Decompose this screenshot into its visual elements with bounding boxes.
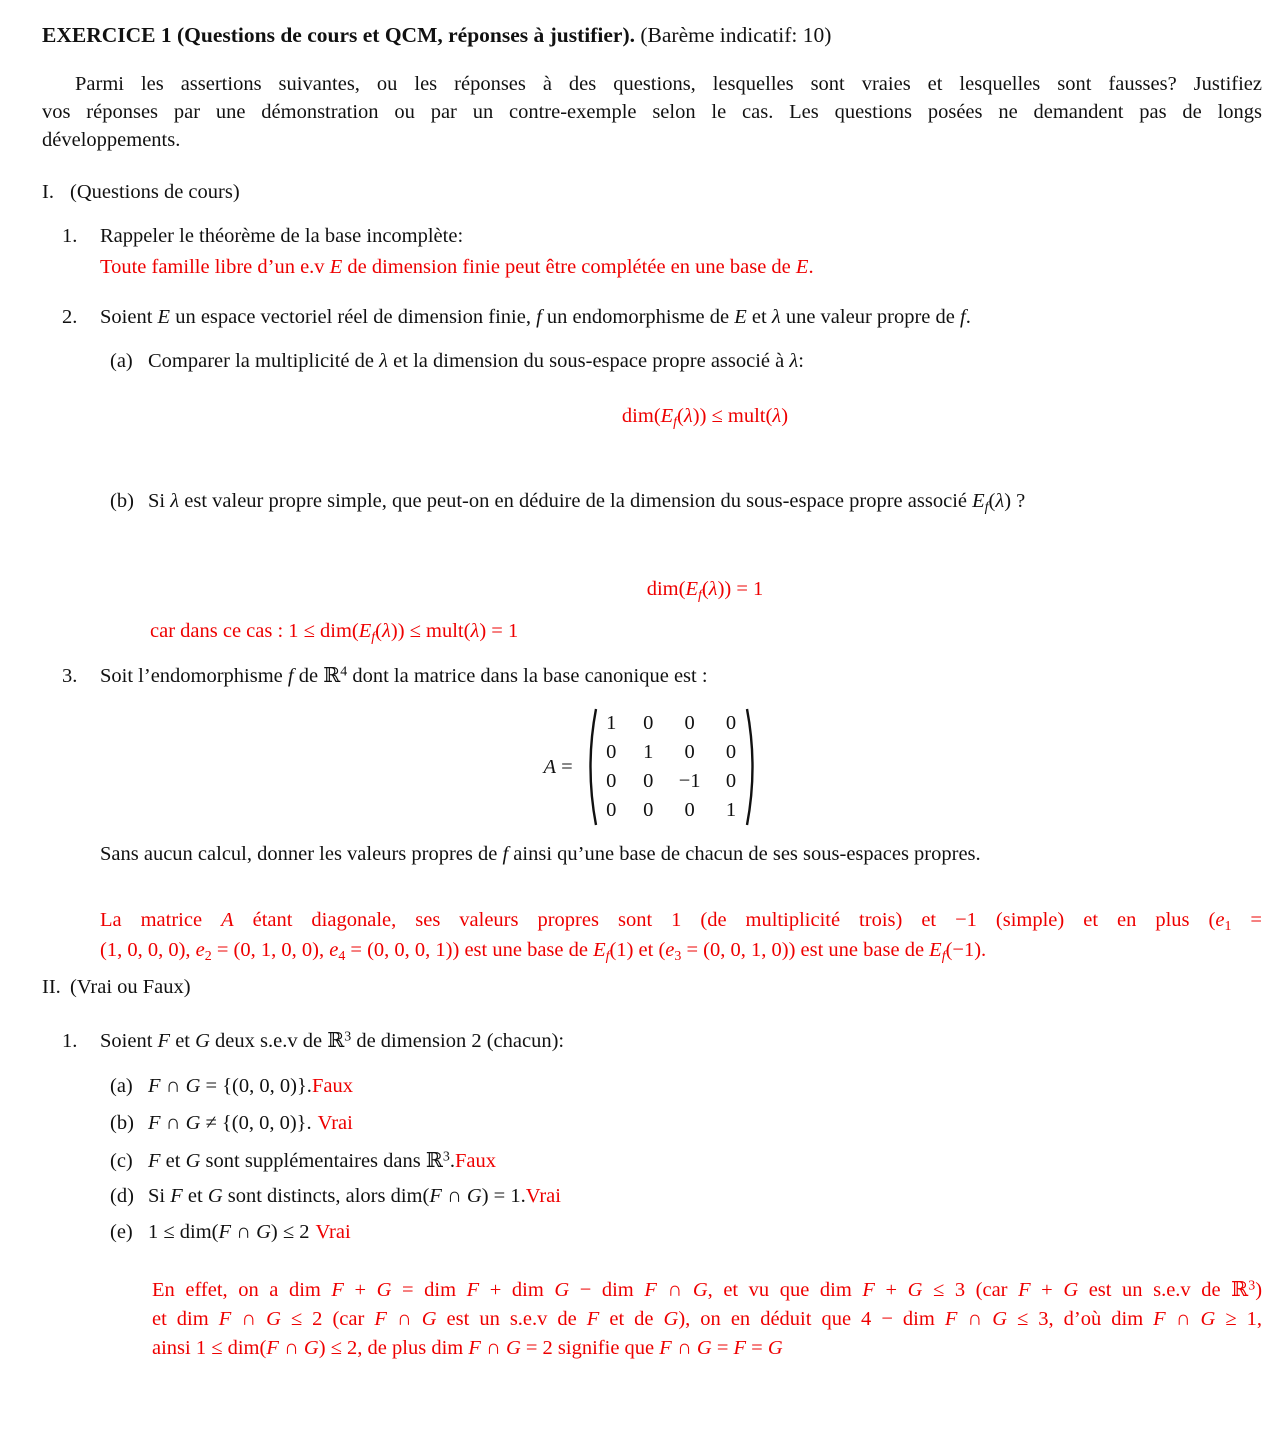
- question-2a-text: Comparer la multiplicité de λ et la dimension du sous-espace propre associé à λ:: [148, 350, 804, 372]
- question-ii-1-number: 1.: [62, 1030, 78, 1052]
- section-i-title: (Questions de cours): [70, 181, 240, 203]
- matrix-cell: 0: [643, 770, 654, 792]
- tf-item-c-statement: F et G sont supplémentaires dans ℝ$^3$.: [148, 1149, 455, 1172]
- question-3-text: Soit l’endomorphisme f de ℝ$^4$ dont la matrice dans la base canonique est :: [100, 664, 708, 687]
- question-3: [62, 663, 1262, 688]
- question-1-statement: [62, 225, 1262, 248]
- tf-item-e-label: (e): [110, 1221, 133, 1243]
- answer-3-line-2: (1, 0, 0, 0), $e_2 = (0$, 1, 0, 0), $e_4 = (0$, 0, 0, 1)) est une base de $E_f(1)$ et ($e_3 = (0$, 0, 1, 0)) est une base de $E_f(-1)$.: [100, 939, 987, 964]
- matrix-cell: 0: [606, 741, 617, 763]
- tf-item-d-label: (d): [110, 1185, 134, 1207]
- tf-item-a-statement: F ∩ G = {(0, 0, 0)}.: [148, 1075, 312, 1097]
- matrix-left-paren: [582, 706, 598, 828]
- tf-justification-line-1: En effet, on a dim F + G = dim F + dim G − dim F ∩ G, et vu que dim F + G ≤ 3 (car F + G est un s.e.v de ℝ$^3$): [152, 1278, 1263, 1301]
- tf-item-a: [110, 1075, 1262, 1098]
- section-ii-heading: [42, 976, 191, 999]
- question-2a: [110, 350, 1262, 373]
- intro-line-3: développements.: [42, 129, 181, 151]
- tf-item-c-verdict: Faux: [454, 1150, 496, 1172]
- matrix-lhs: A =: [543, 755, 573, 778]
- question-ii-1: [62, 1028, 1262, 1053]
- matrix-grid: [598, 709, 745, 825]
- matrix-cell: 0: [725, 770, 737, 792]
- tf-item-d-content: [148, 1185, 1262, 1208]
- section-i-label: I.: [42, 181, 54, 203]
- exercise-title: [42, 23, 1262, 48]
- tf-item-a-label: (a): [110, 1075, 133, 1097]
- tf-item-b: [110, 1112, 1262, 1135]
- tf-item-e-content: [148, 1221, 1262, 1244]
- matrix-cell: 0: [725, 712, 737, 734]
- question-2-text: Soient E un espace vectoriel réel de dimension finie, f un endomorphisme de E et λ une valeur propre de f.: [100, 306, 971, 328]
- question-3-number: 3.: [62, 665, 78, 687]
- matrix-cell: 1: [643, 741, 654, 763]
- tf-item-c-label: (c): [110, 1150, 133, 1172]
- section-ii-title: (Vrai ou Faux): [70, 976, 191, 998]
- question-1-text: Rappeler le théorème de la base incomplète:: [100, 225, 464, 247]
- question-1: [62, 225, 1262, 279]
- tf-justification-line-3: ainsi 1 ≤ dim(F ∩ G) ≤ 2, de plus dim F ∩ G = 2 signifie que F ∩ G = F = G: [152, 1337, 783, 1359]
- question-ii-1-text: Soient F et G deux s.e.v de ℝ$^3$ de dimension 2 (chacun):: [100, 1029, 565, 1052]
- question-1-number: 1.: [62, 225, 78, 247]
- matrix-cell: 0: [684, 741, 695, 763]
- question-2b-text: Si λ est valeur propre simple, que peut-on en déduire de la dimension du sous-espace propre associé $E_f(\lambda)$ ?: [148, 490, 1026, 515]
- matrix-cell: 0: [606, 770, 617, 792]
- matrix-cell: 0: [643, 712, 654, 734]
- tf-item-a-content: [148, 1075, 1262, 1098]
- tf-item-e-verdict: Vrai: [315, 1221, 351, 1243]
- tf-item-e-statement: 1 ≤ dim(F ∩ G) ≤ 2: [148, 1221, 310, 1243]
- question-2a-label: (a): [110, 350, 133, 372]
- question-3-text-2: Sans aucun calcul, donner les valeurs propres de f ainsi qu’une base de chacun de ses sous-espaces propres.: [100, 843, 981, 865]
- section-i-heading: [42, 181, 240, 204]
- answer-2b-note: car dans ce cas : $1 \le dim(E_f(\lambda))$ ≤ mult(λ) = 1: [150, 620, 519, 645]
- tf-justification-line-2: et dim F ∩ G ≤ 2 (car F ∩ G est un s.e.v de F et de G), on en déduit que 4 − dim F ∩ G ≤ 3, d’où dim F ∩ G ≥ 1,: [152, 1308, 1263, 1330]
- exercise-title-note: (Barème indicatif: 10): [640, 23, 832, 47]
- matrix-cell: 0: [684, 799, 695, 821]
- matrix-right-paren: [745, 706, 761, 828]
- section-ii-label: II.: [42, 976, 61, 998]
- tf-item-d-statement: Si F et G sont distincts, alors dim(F ∩ G) = 1.: [148, 1185, 526, 1207]
- matrix-cell: 0: [684, 712, 695, 734]
- tf-item-b-content: [148, 1112, 1262, 1135]
- tf-item-c-content: [148, 1148, 1262, 1173]
- tf-item-e: [110, 1221, 1262, 1244]
- matrix-cell: 1: [725, 799, 737, 821]
- tf-item-b-statement: F ∩ G ≠ {(0, 0, 0)}.: [148, 1112, 312, 1134]
- tf-item-c: [110, 1148, 1262, 1173]
- answer-3: [100, 905, 1262, 965]
- matrix-cell: 0: [643, 799, 654, 821]
- answer-3-line-1: La matrice A étant diagonale, ses valeurs propres sont 1 (de multiplicité trois) et −1 (simple) et en plus ($e_1$ =: [100, 909, 1262, 934]
- intro-line-1: Parmi les assertions suivantes, ou les réponses à des questions, lesquelles sont vraies et lesquelles sont fausses? Justifiez: [75, 73, 1262, 95]
- tf-justification: [152, 1276, 1262, 1363]
- matrix-cell: 0: [725, 741, 737, 763]
- tf-item-d-verdict: Vrai: [525, 1185, 561, 1207]
- question-2: [62, 306, 1262, 329]
- intro-line-2: vos réponses par une démonstration ou par un contre-exemple selon le cas. Les questions posées ne demandent pas de longs: [42, 101, 1262, 123]
- matrix-cell: 0: [606, 799, 617, 821]
- exercise-title-bold: EXERCICE 1 (Questions de cours et QCM, réponses à justifier).: [42, 23, 636, 47]
- matrix-cell: 1: [606, 712, 617, 734]
- question-2b: [110, 490, 1262, 513]
- answer-2b-equation: $dim(E_f(\lambda)) = 1$: [646, 578, 764, 603]
- matrix-cell: −1: [678, 770, 701, 792]
- question-2-number: 2.: [62, 306, 78, 328]
- answer-1: Toute famille libre d’un e.v E de dimension finie peut être complétée en une base de E.: [100, 256, 814, 278]
- tf-item-d: [110, 1185, 1262, 1208]
- tf-item-b-label: (b): [110, 1112, 134, 1134]
- question-2b-label: (b): [110, 490, 134, 512]
- matrix-a: [42, 706, 1262, 828]
- tf-item-b-verdict: Vrai: [317, 1112, 353, 1134]
- intro-paragraph: [42, 70, 1262, 154]
- tf-item-a-verdict: Faux: [311, 1075, 353, 1097]
- answer-2a-equation: $dim(E_f(\lambda))$ ≤ mult(λ): [621, 405, 789, 430]
